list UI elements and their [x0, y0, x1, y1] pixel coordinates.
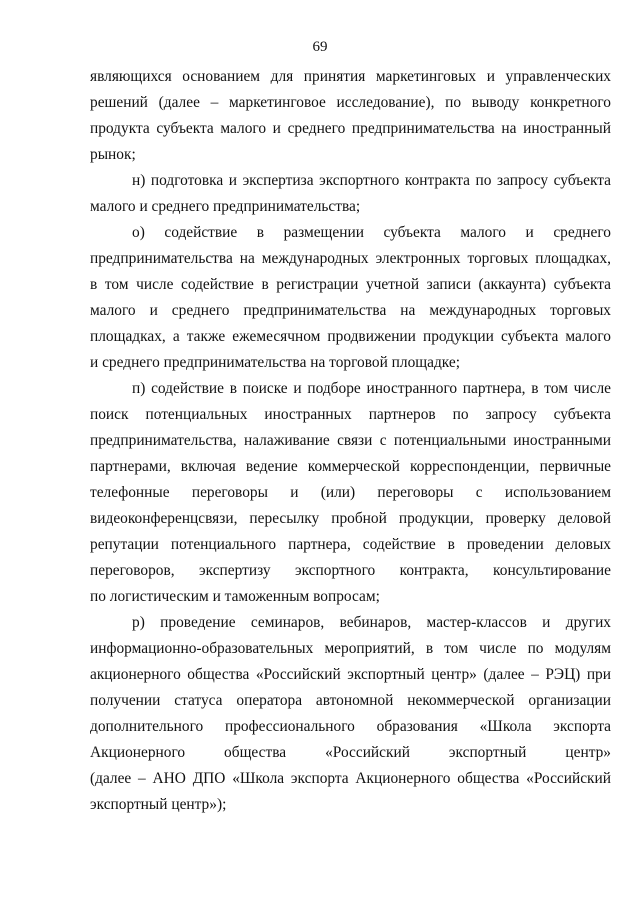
- text-line: площадках, а также ежемесячном продвижении продукции субъекта малого: [90, 328, 611, 345]
- text-line: партнерами, включая ведение коммерческой корреспонденции, первичные: [90, 458, 611, 475]
- text-line: и среднего предпринимательства на торговой площадке;: [90, 354, 460, 371]
- text-line: продукта субъекта малого и среднего предпринимательства на иностранный: [90, 120, 611, 137]
- text-line: поиск потенциальных иностранных партнеров по запросу субъекта: [90, 406, 611, 423]
- text-line: репутации потенциального партнера, содействие в проведении деловых: [90, 536, 611, 553]
- text-line: предпринимательства, налаживание связи с потенциальными иностранными: [90, 432, 611, 449]
- text-line: в том числе содействие в регистрации учетной записи (аккаунта) субъекта: [90, 276, 611, 293]
- text-line: по логистическим и таможенным вопросам;: [90, 588, 380, 605]
- text-line: дополнительного профессионального образования «Школа экспорта: [90, 718, 611, 735]
- text-line: предпринимательства на международных электронных торговых площадках,: [90, 250, 611, 267]
- page-number: 69: [312, 39, 328, 55]
- text-line: Акционерного общества «Российский экспортный центр»: [90, 744, 611, 761]
- paragraph-n-start: н) подготовка и экспертиза экспортного контракта по запросу субъекта: [132, 172, 611, 189]
- text-line: получении статуса оператора автономной некоммерческой организации: [90, 692, 611, 709]
- text-line: рынок;: [90, 146, 136, 163]
- text-line: экспортный центр»);: [90, 796, 227, 813]
- paragraph-o-start: о) содействие в размещении субъекта малого и среднего: [132, 224, 611, 241]
- text-line: малого и среднего предпринимательства на международных торговых: [90, 302, 611, 319]
- text-line: (далее – АНО ДПО «Школа экспорта Акционерного общества «Российский: [90, 770, 611, 787]
- paragraph-r-start: р) проведение семинаров, вебинаров, мастер-классов и других: [132, 614, 611, 631]
- text-line: телефонные переговоры и (или) переговоры с использованием: [90, 484, 611, 501]
- text-line: малого и среднего предпринимательства;: [90, 198, 361, 215]
- paragraph-p-start: п) содействие в поиске и подборе иностранного партнера, в том числе: [132, 380, 611, 397]
- text-line: решений (далее – маркетинговое исследование), по выводу конкретного: [90, 94, 611, 111]
- text-line: видеоконференцсвязи, пересылку пробной продукции, проверку деловой: [90, 510, 611, 527]
- text-line: информационно-образовательных мероприятий, в том числе по модулям: [90, 640, 611, 657]
- text-line: являющихся основанием для принятия маркетинговых и управленческих: [90, 68, 611, 85]
- text-line: акционерного общества «Российский экспортный центр» (далее – РЭЦ) при: [90, 666, 611, 683]
- text-line: переговоров, экспертизу экспортного контракта, консультирование: [90, 562, 611, 579]
